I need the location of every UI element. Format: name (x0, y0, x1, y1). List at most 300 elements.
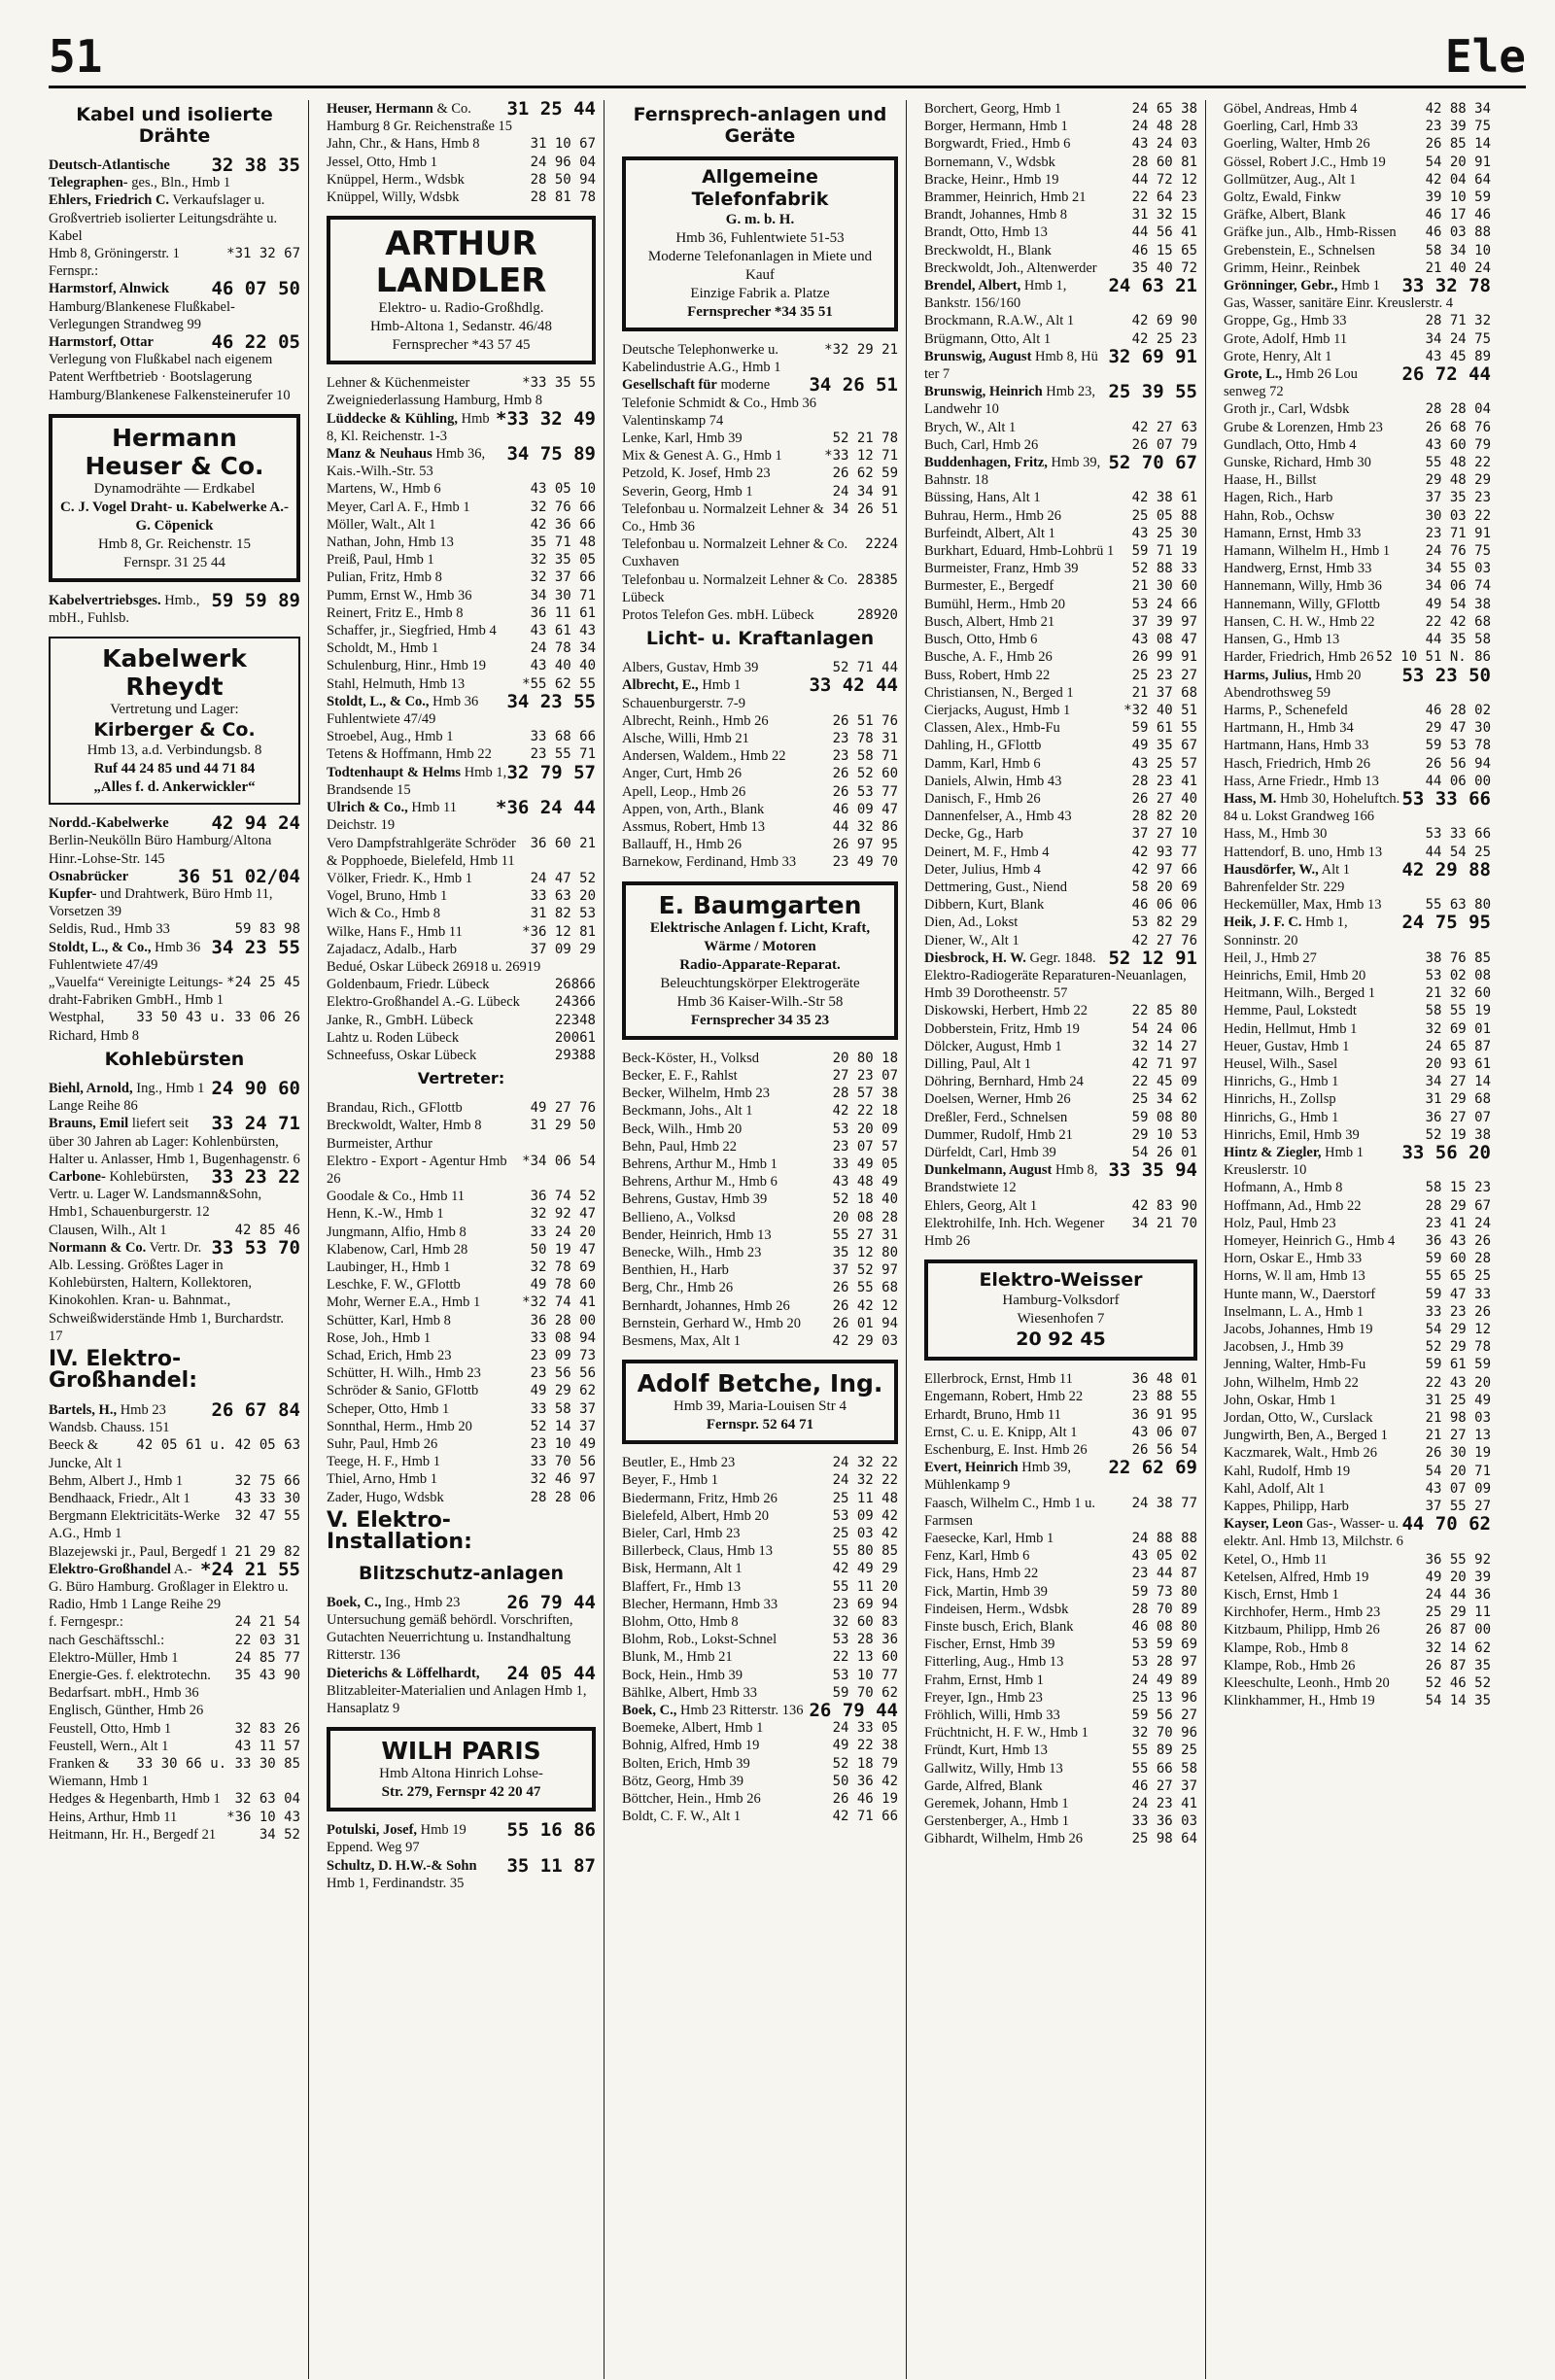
entry-detail: Bernhardt, Johannes, Hmb 26 (622, 1297, 790, 1314)
advert-line: Einzige Fabrik a. Platze (690, 286, 830, 301)
directory-entry (327, 551, 596, 569)
entry-name: Hass, M. (1224, 790, 1277, 807)
entry-detail: Jordan, Otto, W., Curslack (1224, 1410, 1373, 1427)
directory-entry (49, 1398, 300, 1436)
phone-number: 59 71 19 (1131, 543, 1197, 560)
entry-name: Buddenhagen, Fritz, (924, 455, 1048, 471)
entry-detail: Alt 1 Bahrenfelder Str. 229 (1224, 861, 1350, 895)
entry-detail: Biedermann, Fritz, Hmb 26 (622, 1490, 778, 1506)
advert-box (49, 637, 300, 805)
phone-number: 53 20 09 (832, 1121, 898, 1137)
entry-detail: Boldt, C. F. W., Alt 1 (622, 1809, 742, 1825)
directory-entry (49, 1702, 300, 1719)
phone-number: 23 07 57 (832, 1138, 898, 1155)
phone-number: 37 39 97 (1131, 613, 1197, 630)
advert-line: Vertretung und Lager: (110, 702, 239, 718)
entry-detail: Appen, von, Arth., Blank (622, 801, 765, 817)
phone-number: 59 60 28 (1425, 1251, 1491, 1267)
phone-number: 54 26 01 (1131, 1144, 1197, 1160)
entry-name: Albrecht, E., (622, 677, 699, 694)
directory-entry (924, 1547, 1197, 1565)
phone-number: 22 45 09 (1131, 1074, 1197, 1090)
phone-number: 58 55 19 (1425, 1003, 1491, 1019)
entry-detail: Tetens & Hoffmann, Hmb 22 (327, 746, 492, 763)
phone-number: 23 39 75 (1425, 119, 1491, 135)
advert-line: Radio-Apparate-Reparat. (679, 956, 841, 973)
directory-entry (1224, 560, 1491, 577)
entry-detail: Hattendorf, B. uno, Hmb 13 (1224, 844, 1383, 860)
phone-number: 46 03 88 (1425, 224, 1491, 241)
entry-detail: Goodale & Co., Hmb 11 (327, 1189, 466, 1205)
directory-entry (1224, 1621, 1491, 1638)
phone-number: 20061 (554, 1029, 596, 1046)
directory-entry (1224, 1392, 1491, 1409)
phone-number: 24 32 22 (832, 1472, 898, 1489)
phone-number: 31 29 68 (1425, 1091, 1491, 1108)
entry-detail: Schneefuss, Oskar Lübeck (327, 1047, 477, 1063)
entry-detail: Albrecht, Reinh., Hmb 26 (622, 712, 769, 729)
directory-entry (1224, 1038, 1491, 1055)
entry-detail: Hmb 39, Mühlenkamp 9 (924, 1460, 1072, 1494)
entry-detail: Brandau, Rich., GFlottb (327, 1100, 463, 1117)
directory-entry (924, 118, 1197, 135)
directory-entry (622, 783, 898, 801)
phone-number: 24 63 21 (1108, 275, 1197, 297)
directory-entry (924, 1724, 1197, 1742)
directory-entry (327, 604, 596, 622)
entry-detail: Hmb 30, Hoheluftch. 84 u. Lokst Grandweg 166 (1224, 790, 1400, 825)
phone-number: 53 24 66 (1131, 596, 1197, 612)
directory-entry (622, 376, 898, 430)
column-4 (924, 100, 1206, 2379)
directory-entry (924, 1653, 1197, 1671)
entry-detail: Hmb 1, Ferdinandstr. 35 (327, 1875, 465, 1891)
directory-entry (327, 1662, 596, 1718)
entry-detail: Faasch, Wilhelm C., Hmb 1 u. Farmsen (924, 1495, 1095, 1529)
phone-number: 32 37 66 (530, 569, 596, 586)
directory-entry (622, 447, 898, 465)
phone-number: *32 29 21 (824, 342, 898, 358)
section-heading: Licht- u. Kraftanlagen (645, 628, 875, 650)
entry-name: Manz & Neuhaus (327, 446, 432, 463)
entry-detail: Busche, A. F., Hmb 26 (924, 649, 1053, 666)
phone-number: 26 55 68 (832, 1280, 898, 1296)
entry-detail: Hmb 8, Brandstwiete 12 (924, 1162, 1098, 1196)
directory-entry (49, 1115, 300, 1168)
directory-entry (1224, 1055, 1491, 1073)
entry-detail: Telefonbau u. Normalzeit Lehner & Co. Cuxhaven (622, 536, 848, 570)
entry-detail: Hahn, Rob., Ochsw (1224, 507, 1334, 524)
entry-name: Hintz & Ziegler, (1224, 1144, 1322, 1160)
entry-detail: Geremek, Johann, Hmb 1 (924, 1796, 1069, 1812)
entry-detail: Buss, Robert, Hmb 22 (924, 667, 1051, 683)
entry-detail: Gundlach, Otto, Hmb 4 (1224, 436, 1357, 453)
entry-detail: Teege, H. F., Hmb 1 (327, 1454, 441, 1470)
directory-entry (924, 1126, 1197, 1144)
entry-detail: Hamann, Ernst, Hmb 33 (1224, 525, 1362, 541)
entry-detail: Gerstenberger, A., Hmb 1 (924, 1813, 1069, 1830)
phone-number: 23 71 91 (1425, 525, 1491, 541)
phone-number: 34 30 71 (530, 587, 596, 604)
phone-number: 35 71 48 (530, 535, 596, 551)
entry-detail: Nathan, John, Hmb 13 (327, 535, 454, 551)
directory-entry (49, 1165, 300, 1222)
directory-entry (924, 454, 1197, 489)
phone-number: *55 62 55 (522, 675, 596, 692)
entry-detail: Kitzbaum, Philipp, Hmb 26 (1224, 1622, 1380, 1638)
entry-detail: Horns, W. ll am, Hmb 13 (1224, 1268, 1365, 1285)
directory-entry (622, 1578, 898, 1596)
entry-detail: Verlegung von Flußkabel nach eigenem Patent Werftbetrieb · Bootslagerung Hamburg/Blankenese Falkensteinerufer 10 (49, 352, 291, 403)
advert-title: Allgemeine Telefonfabrik (691, 166, 829, 210)
entry-list (924, 100, 1197, 1250)
phone-number: 28 23 41 (1131, 773, 1197, 789)
phone-number: *33 32 49 (496, 407, 596, 430)
directory-entry (1224, 1444, 1491, 1462)
directory-entry (327, 835, 596, 870)
directory-entry (327, 1293, 596, 1311)
entry-detail: Deutsche Telephonwerke u. Kabelindustrie A.G., Hmb 1 (622, 342, 781, 376)
directory-entry (1224, 967, 1491, 984)
phone-number: 23 78 31 (832, 731, 898, 747)
phone-number: 37 52 97 (832, 1262, 898, 1279)
entry-detail: Jungwirth, Ben, A., Berged 1 (1224, 1428, 1388, 1444)
phone-number: 33 56 20 (1401, 1141, 1491, 1163)
directory-entry (924, 154, 1197, 171)
phone-number: 26 51 76 (832, 712, 898, 729)
entry-detail: Heusel, Wilh., Sasel (1224, 1055, 1338, 1072)
phone-number: 23 69 94 (832, 1596, 898, 1612)
phone-number: 21 27 13 (1425, 1428, 1491, 1444)
phone-number: 59 53 78 (1425, 738, 1491, 754)
directory-entry (1224, 419, 1491, 436)
directory-entry (327, 534, 596, 551)
directory-entry (924, 1073, 1197, 1090)
phone-number: 32 47 55 (234, 1508, 300, 1525)
entry-name: Evert, Heinrich (924, 1460, 1019, 1476)
entry-name: Elektro-Großhandel (49, 1561, 171, 1577)
phone-number: 20 80 18 (832, 1050, 898, 1066)
advert-box (622, 156, 898, 331)
phone-number: 52 88 33 (1131, 561, 1197, 577)
directory-entry (622, 765, 898, 782)
phone-number: 28 57 38 (832, 1086, 898, 1102)
entry-detail: Goerling, Carl, Hmb 33 (1224, 119, 1359, 135)
directory-entry (924, 1109, 1197, 1126)
directory-entry (1224, 1692, 1491, 1709)
entry-detail: Hmb 1 Gas, Wasser, sanitäre Einr. Kreuslerstr. 4 (1224, 278, 1453, 312)
phone-number: *24 21 55 (200, 1558, 300, 1580)
phone-number: 23 10 49 (530, 1436, 596, 1452)
phone-number: 32 14 62 (1425, 1639, 1491, 1656)
phone-number: 33 49 05 (832, 1156, 898, 1172)
directory-entry (327, 1241, 596, 1259)
entry-detail: Feustell, Otto, Hmb 1 (49, 1720, 172, 1737)
entry-name: Schultz, D. H.W.-& Sohn (327, 1857, 477, 1874)
directory-entry (1224, 1338, 1491, 1356)
entry-detail: Gas-, Wasser- u. elektr. Anl. Hmb 13, Milchstr. 6 (1224, 1516, 1403, 1550)
entry-detail: Suhr, Paul, Hmb 26 (327, 1436, 438, 1452)
phone-number: 46 07 50 (211, 278, 300, 300)
entry-detail: Göbel, Andreas, Hmb 4 (1224, 101, 1358, 117)
directory-entry (1224, 648, 1491, 666)
directory-entry (327, 958, 596, 976)
directory-entry (1224, 224, 1491, 241)
directory-entry (1224, 755, 1491, 773)
directory-entry (1224, 787, 1491, 825)
phone-number: 25 29 11 (1425, 1604, 1491, 1621)
phone-number: 42 04 64 (1425, 171, 1491, 188)
directory-entry (327, 1312, 596, 1329)
entry-detail: Hmb 1, Brandsende 15 (327, 764, 507, 798)
entry-name: Kayser, Leon (1224, 1516, 1303, 1533)
phone-number: 28 82 20 (1131, 809, 1197, 825)
directory-entry (1224, 171, 1491, 189)
advert-line: Elektrische Anlagen f. Licht, Kraft, Wärme / Motoren (649, 919, 871, 954)
phone-number: 34 21 70 (1131, 1215, 1197, 1231)
entry-detail: Protos Telefon Ges. mbH. Lübeck (622, 607, 814, 624)
directory-entry (622, 1525, 898, 1542)
entry-detail: Hmb 39, Bahnstr. 18 (924, 455, 1101, 489)
directory-entry (327, 480, 596, 498)
phone-number: 34 24 75 (1425, 330, 1491, 347)
phone-number: 32 69 01 (1425, 1020, 1491, 1037)
directory-entry (924, 1459, 1197, 1494)
entry-detail: Hmb 23, Landwehr 10 (924, 384, 1096, 418)
phone-number: 26866 (554, 977, 596, 993)
entry-detail: Elektro-Müller, Hmb 1 (49, 1649, 179, 1666)
phone-number: 26 42 12 (832, 1297, 898, 1314)
directory-entry (49, 1755, 300, 1790)
phone-number: 24 75 95 (1401, 912, 1491, 934)
entry-detail: liefert seit über 30 Jahren ab Lager: Kohlenbürsten, Halter u. Anlasser, Hmb 1, Bugenhagenstr. 6 (49, 1116, 300, 1167)
phone-number: 54 29 12 (1425, 1322, 1491, 1338)
entry-list (622, 1050, 898, 1350)
phone-number: 27 23 07 (832, 1067, 898, 1084)
column-3 (622, 100, 907, 2379)
entry-detail: Gräfke jun., Alb., Hmb-Rissen (1224, 224, 1397, 241)
directory-entry (924, 507, 1197, 525)
directory-entry (1224, 312, 1491, 329)
directory-entry (924, 1406, 1197, 1424)
directory-entry (1224, 1232, 1491, 1250)
entry-detail: Behm, Albert J., Hmb 1 (49, 1472, 184, 1489)
phone-number: 25 23 27 (1131, 667, 1197, 683)
directory-entry (327, 1029, 596, 1047)
advert-line: Hmb 13, a.d. Verbindungsb. 8 (86, 742, 262, 759)
entry-detail: Horn, Oskar E., Hmb 33 (1224, 1251, 1363, 1267)
entry-name: Harms, Julius, (1224, 667, 1312, 683)
phone-number: 32 60 83 (832, 1613, 898, 1630)
entry-detail: Westphal, Richard, Hmb 8 (49, 1010, 140, 1044)
section-heading: Kabel und isolierte Drähte (76, 104, 273, 147)
phone-number: 28 71 32 (1425, 313, 1491, 329)
entry-detail: Beutler, E., Hmb 23 (622, 1455, 736, 1471)
entry-detail: Hmb 19 Eppend. Weg 97 (327, 1822, 466, 1856)
phone-number: 55 63 80 (1425, 897, 1491, 914)
phone-number: 43 48 49 (832, 1174, 898, 1190)
entry-name: Osnabrücker Kupfer- (49, 868, 128, 903)
directory-entry (924, 755, 1197, 773)
phone-number: 49 29 62 (530, 1383, 596, 1399)
entry-name: Stoldt, L., & Co., (327, 693, 430, 709)
phone-number: 21 30 60 (1131, 578, 1197, 595)
directory-entry (924, 171, 1197, 189)
entry-detail: Fischer, Ernst, Hmb 39 (924, 1637, 1055, 1653)
entry-detail: Englisch, Günther, Hmb 26 (49, 1703, 204, 1719)
phone-number: 24 34 91 (832, 483, 898, 500)
entry-detail: Burfeindt, Albert, Alt 1 (924, 525, 1055, 541)
directory-entry (1224, 330, 1491, 348)
directory-entry (327, 1259, 596, 1276)
advert-line: Hmb 36, Fuhlentwiete 51-53 (675, 230, 845, 246)
entry-detail: Grube & Lorenzen, Hmb 23 (1224, 419, 1383, 435)
page-header (49, 17, 1526, 88)
directory-entry (924, 844, 1197, 861)
directory-entry (1224, 858, 1491, 896)
entry-detail: Energie-Ges. f. elektrotechn. Bedarfsart. mbH., Hmb 36 (49, 1667, 211, 1702)
advert-line: Hmb Altona Hinrich Lohse- (379, 1766, 543, 1782)
entry-list (622, 659, 898, 871)
entry-detail: Klabenow, Carl, Hmb 28 (327, 1241, 468, 1258)
entry-detail: Petzold, K. Josef, Hmb 23 (622, 466, 771, 482)
directory-entry (327, 1854, 596, 1892)
phone-number: 37 09 29 (530, 941, 596, 957)
entry-detail: Goltz, Ewald, Finkw (1224, 190, 1341, 206)
phone-number: 33 24 71 (211, 1113, 300, 1135)
entry-list (622, 1454, 898, 1825)
entry-detail: Blunk, M., Hmb 21 (622, 1649, 733, 1666)
entry-list (1224, 100, 1491, 1709)
entry-detail: Fröhlich, Willi, Hmb 33 (924, 1707, 1060, 1724)
phone-number: 24366 (554, 994, 596, 1011)
entry-detail: Beckmann, Johs., Alt 1 (622, 1103, 753, 1120)
phone-number: 44 32 86 (832, 819, 898, 836)
advert-title: Hermann Heuser & Co. (85, 423, 264, 480)
phone-number: 42 88 34 (1425, 101, 1491, 117)
entry-detail: Busch, Otto, Hmb 6 (924, 632, 1038, 648)
directory-entry (327, 1329, 596, 1347)
phone-number: 52 10 51 N. 86 (1375, 649, 1491, 666)
directory-entry (924, 914, 1197, 931)
entry-detail: Kleeschulte, Leonh., Hmb 20 (1224, 1675, 1390, 1692)
phone-number: 32 78 69 (530, 1259, 596, 1275)
phone-number: 44 70 62 (1401, 1513, 1491, 1535)
directory-entry (622, 1138, 898, 1156)
entry-detail: Dien, Ad., Lokst (924, 914, 1019, 931)
directory-entry (1224, 1197, 1491, 1215)
directory-entry (327, 1435, 596, 1453)
phone-number: *24 25 45 (226, 975, 300, 991)
phone-number: 59 08 80 (1131, 1109, 1197, 1125)
entry-detail: Hinrichs, Emil, Hmb 39 (1224, 1126, 1360, 1143)
entry-detail: Gollmützer, Aug., Alt 1 (1224, 171, 1357, 188)
directory-entry (622, 1261, 898, 1279)
directory-entry (1224, 1267, 1491, 1285)
entry-detail: Busch, Albert, Hmb 21 (924, 613, 1055, 630)
directory-entry (1224, 365, 1491, 400)
entry-detail: Heitmann, Wilh., Berged 1 (1224, 985, 1375, 1002)
phone-number: 42 49 29 (832, 1561, 898, 1577)
directory-entry (49, 589, 300, 627)
entry-detail: Buhrau, Herm., Hmb 26 (924, 507, 1061, 524)
entry-detail: Büssing, Hans, Alt 1 (924, 490, 1041, 506)
entry-detail: Hamburg/Blankenese Flußkabel-Verlegungen Strandweg 99 (49, 298, 235, 332)
directory-entry (622, 1315, 898, 1332)
entry-detail: Kaczmarek, Walt., Hmb 26 (1224, 1445, 1378, 1462)
directory-entry (924, 949, 1197, 1003)
entry-detail: Klampe, Rob., Hmb 8 (1224, 1639, 1349, 1656)
entry-detail: Klampe, Rob., Hmb 26 (1224, 1657, 1356, 1673)
advert-line: G. m. b. H. (725, 212, 795, 227)
entry-detail: Ing., Hmb 23 Untersuchung gemäß behördl. Vorschriften, Gutachten Neuerrichtung u. Instandhaltung Ritterstr. 136 (327, 1594, 573, 1664)
phone-number: 46 22 05 (211, 331, 300, 354)
advert-line: Hmb 39, Maria-Louisen Str 4 (674, 1398, 847, 1415)
entry-detail: Dettmering, Gust., Niend (924, 879, 1067, 895)
entry-detail: Hmb 36 Fuhlentwiete 47/49 (327, 693, 479, 728)
directory-entry (924, 808, 1197, 825)
entry-detail: Preiß, Paul, Hmb 1 (327, 552, 434, 569)
entry-detail: Blaffert, Fr., Hmb 13 (622, 1578, 742, 1595)
entry-detail: Kahl, Adolf, Alt 1 (1224, 1480, 1326, 1497)
entry-detail: Franken & Wiemann, Hmb 1 (49, 1756, 149, 1790)
directory-entry (924, 1002, 1197, 1019)
phone-number: 29388 (554, 1047, 596, 1063)
entry-detail: Jahn, Chr., & Hans, Hmb 8 (327, 136, 480, 153)
entry-detail: Hansen, G., Hmb 13 (1224, 632, 1340, 648)
entry-detail: Kirchhofer, Herm., Hmb 23 (1224, 1604, 1381, 1621)
entry-detail: Classen, Alex., Hmb-Fu (924, 720, 1060, 737)
entry-detail: Burmester, E., Bergedf (924, 578, 1054, 595)
entry-detail: Scholdt, M., Hmb 1 (327, 640, 439, 657)
phone-number: 42 25 23 (1131, 330, 1197, 347)
advert-box (622, 881, 898, 1040)
directory-entry (327, 154, 596, 171)
phone-number: 54 20 91 (1425, 154, 1491, 170)
directory-entry (1224, 631, 1491, 648)
section-heading: V. Elektro-Installation: (327, 1507, 472, 1554)
phone-number: 34 26 51 (809, 374, 898, 397)
phone-number: 43 40 40 (530, 658, 596, 674)
phone-number: 21 29 82 (234, 1543, 300, 1560)
phone-number: *36 10 43 (226, 1809, 300, 1825)
column-2 (327, 100, 605, 2379)
advert-title: Elektro-Weisser (979, 1269, 1143, 1292)
directory-entry (1224, 1569, 1491, 1586)
phone-number: *36 24 44 (496, 797, 596, 819)
phone-number: 59 61 55 (1131, 720, 1197, 737)
directory-entry (622, 1648, 898, 1666)
directory-entry (924, 1601, 1197, 1618)
phone-number: 26 07 79 (1131, 436, 1197, 453)
entry-detail: Schulenburg, Hinr., Hmb 19 (327, 658, 487, 674)
entry-detail: Albers, Gustav, Hmb 39 (622, 660, 759, 676)
entry-detail: Harms, P., Schenefeld (1224, 702, 1348, 718)
directory-entry (924, 1618, 1197, 1636)
entry-detail: Bracke, Heinr., Hmb 19 (924, 171, 1059, 188)
entry-detail: Lahtz u. Roden Lübeck (327, 1029, 460, 1046)
entry-detail: und Drahtwerk, Büro Hmb 11, Vorsetzen 39 (49, 886, 273, 920)
entry-detail: Breckwoldt, Walter, Hmb 8 (327, 1118, 482, 1134)
phone-number: 25 03 42 (832, 1525, 898, 1541)
phone-number: 33 63 20 (530, 888, 596, 905)
phone-number: 42 71 66 (832, 1809, 898, 1825)
entry-detail: Diskowski, Herbert, Hmb 22 (924, 1003, 1088, 1019)
phone-number: 26 52 60 (832, 766, 898, 782)
phone-number: 34 52 (259, 1826, 300, 1843)
entry-detail: Janke, R., GmbH. Lübeck (327, 1012, 474, 1028)
directory-entry (1224, 1409, 1491, 1427)
